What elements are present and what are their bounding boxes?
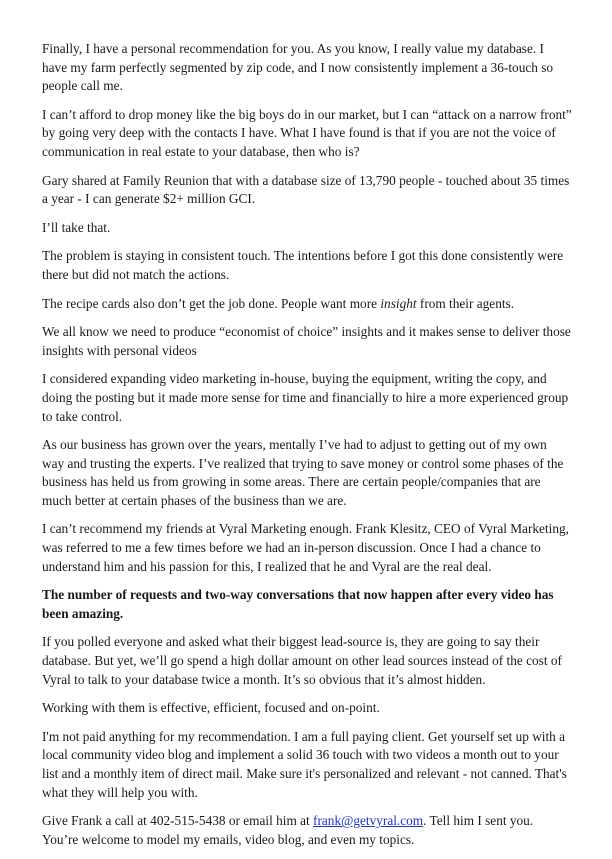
paragraph-vyral-recommendation: I can’t recommend my friends at Vyral Marketing enough. Frank Klesitz, CEO of Vyral Marketing, was referred to me a few times before we had an in-person discussion. Once I had a chance to understand him and his passion for this, I realized that he and Vyral are the real deal. bbox=[42, 521, 569, 574]
paragraph-database-recommendation: Finally, I have a personal recommendation for you. As you know, I really value my database. I have my farm perfectly segmented by zip code, and I now consistently implement a 36-touch so people call me. bbox=[42, 41, 554, 94]
paragraph-bold-highlight: The number of requests and two-way conversations that now happen after every video has been amazing. bbox=[42, 587, 554, 621]
paragraph-ill-take-that: I’ll take that. bbox=[42, 219, 111, 235]
paragraph-trusting-experts: As our business has grown over the years, mentally I’ve had to adjust to getting out of my own way and trusting the experts. I’ve realized that trying to save money or control some phases of the business has held us from growing in some areas. There are certain people/companies that are much better at certain phases of the business than we are. bbox=[42, 437, 564, 508]
paragraph-consistent-touch: The problem is staying in consistent touch. The intentions before I got this done consistently were there but did not match the actions. bbox=[42, 248, 564, 282]
paragraph-lead-source: If you polled everyone and asked what their biggest lead-source is, they are going to say their database. But yet, we’ll go spend a high dollar amount on other lead sources instead of the cost of Vyral to talk to your database twice a month. It’s so obvious that it’s almost hidden. bbox=[42, 634, 562, 687]
contact-text-end: . Tell him I sent you. You’re welcome to model my emails, video blog, and even my topics. bbox=[42, 813, 534, 847]
paragraph-not-paid: I'm not paid anything for my recommendation. I am a full paying client. Get yourself set up with a local community video blog and implement a solid 36 touch with two videos a month out to your list and a monthly item of direct mail. Make sure it's personalized and relevant - not canned. That's what they will help you with. bbox=[42, 728, 567, 800]
paragraph-economist-of-choice: We all know we need to produce “economist of choice” insights and it makes sense to deliver those insights with personal videos bbox=[42, 324, 571, 358]
paragraph-gary-family-reunion: Gary shared at Family Reunion that with a database size of 13,790 people - touched about 35 times a year - I can generate $2+ million GCI. bbox=[42, 172, 570, 207]
paragraph-effective-efficient: Working with them is effective, efficient, focused and on-point. bbox=[42, 700, 380, 716]
document-body bbox=[42, 40, 572, 859]
paragraph-contact-frank bbox=[42, 812, 572, 849]
paragraph-narrow-front: I can’t afford to drop money like the big boys do in our market, but I can “attack on a narrow front” by going very deep with the contacts I have. What I have found is that if you are not the voice of communication in real estate to your database, then who is? bbox=[42, 106, 572, 159]
contact-text-start: Give Frank a call at 402-515-5438 or email him at bbox=[42, 813, 314, 829]
recipe-cards-text-start: The recipe cards also don’t get the job done. People want more bbox=[42, 295, 381, 311]
email-link[interactable]: frank@getvyral.com bbox=[313, 813, 424, 829]
recipe-cards-text-end: from their agents. bbox=[416, 295, 515, 311]
paragraph-recipe-cards bbox=[42, 295, 572, 314]
insight-emphasis: insight bbox=[380, 295, 417, 311]
paragraph-in-house-video: I considered expanding video marketing in-house, buying the equipment, writing the copy, and doing the posting but it made more sense for time and financially to hire a more experienced group to take control. bbox=[42, 371, 569, 424]
